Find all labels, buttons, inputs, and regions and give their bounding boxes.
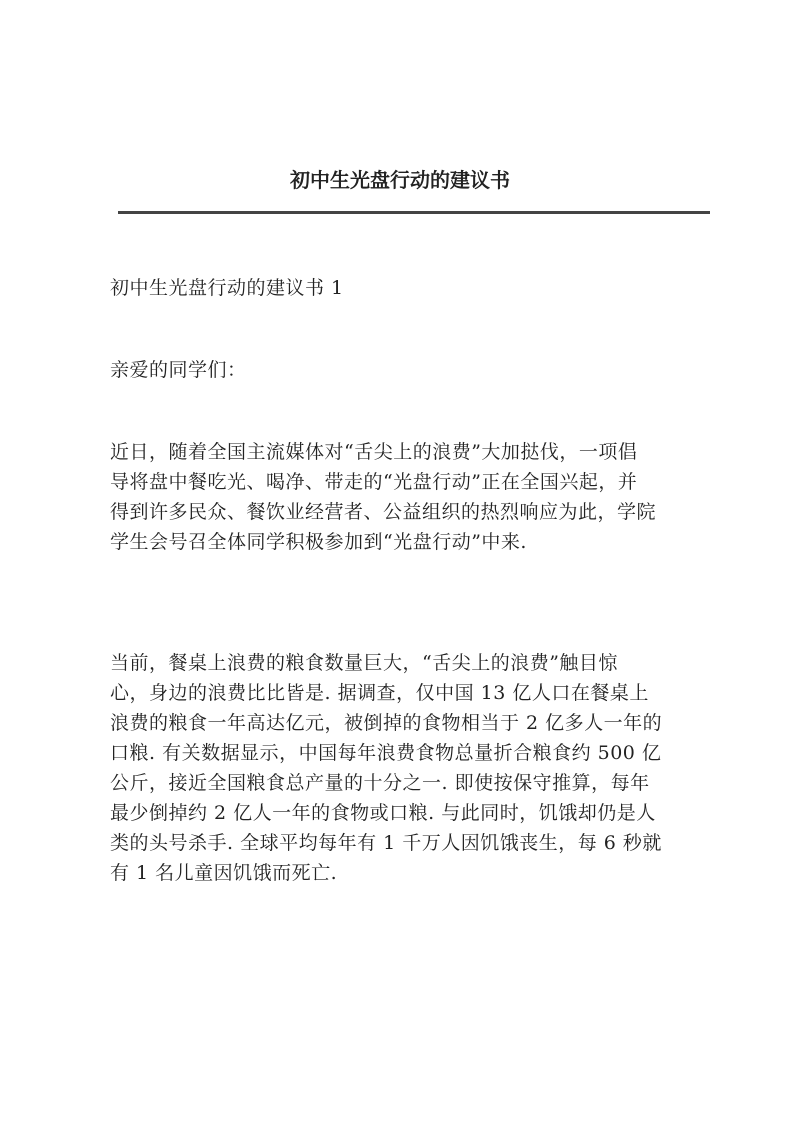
paragraph-line: 口粮. 有关数据显示，中国每年浪费食物总量折合粮食约 500 亿 (110, 742, 662, 764)
paragraph-line: 当前，餐桌上浪费的粮食数量巨大，“舌尖上的浪费”触目惊 (110, 652, 618, 674)
section-heading-text: 初中生光盘行动的建议书 1 (110, 277, 344, 299)
paragraph-line: 心，身边的浪费比比皆是. 据调查，仅中国 13 亿人口在餐桌上 (110, 682, 649, 704)
paragraph-line: 浪费的粮食一年高达亿元，被倒掉的食物相当于 2 亿多人一年的 (110, 712, 663, 734)
section-heading (110, 273, 710, 303)
paragraph-line: 有 1 名儿童因饥饿而死亡. (110, 862, 338, 884)
greeting (110, 355, 710, 385)
paragraph-line: 近日，随着全国主流媒体对“舌尖上的浪费”大加挞伐，一项倡 (110, 441, 638, 463)
title-divider (118, 211, 710, 214)
greeting-text: 亲爱的同学们： (110, 359, 247, 381)
paragraph-line: 最少倒掉约 2 亿人一年的食物或口粮. 与此同时，饥饿却仍是人 (110, 802, 656, 824)
document-title: 初中生光盘行动的建议书 (290, 168, 510, 192)
paragraph-line: 公斤，接近全国粮食总产量的十分之一. 即使按保守推算，每年 (110, 772, 650, 794)
paragraph-line: 导将盘中餐吃光、喝净、带走的“光盘行动”正在全国兴起，并 (110, 471, 638, 493)
paragraph-line: 类的头号杀手. 全球平均每年有 1 千万人因饥饿丧生，每 6 秒就 (110, 832, 662, 854)
paragraph-line: 学生会号召全体同学积极参加到“光盘行动”中来. (110, 531, 527, 553)
paragraph-intro (110, 437, 710, 557)
paragraph-line: 得到许多民众、餐饮业经营者、公益组织的热烈响应为此，学院 (110, 501, 657, 523)
paragraph-waste-facts (110, 648, 710, 888)
